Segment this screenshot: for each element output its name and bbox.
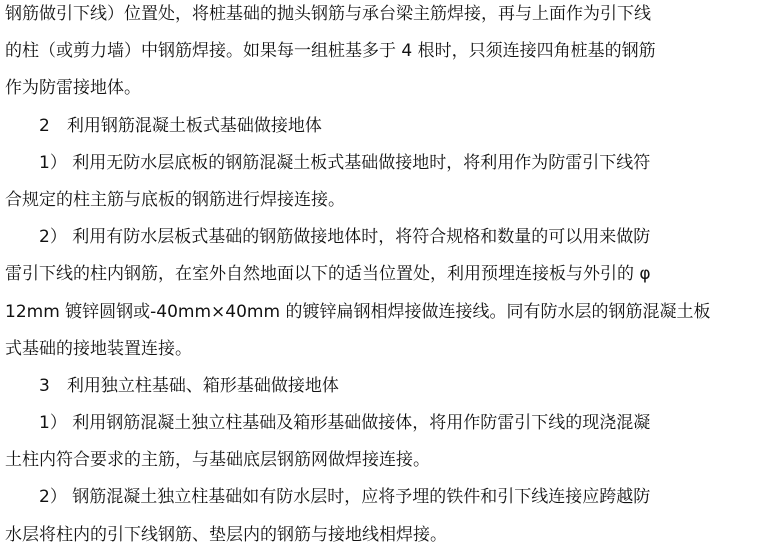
paragraph-line: 水层将柱内的引下线钢筋、垫层内的钢筋与接地线相焊接。 [5,524,447,545]
paragraph-line: 2） 利用有防水层板式基础的钢筋做接地体时，将符合规格和数量的可以用来做防 [39,227,651,248]
paragraph-line: 土柱内符合要求的主筋，与基础底层钢筋网做焊接连接。 [5,450,430,471]
paragraph-line: 合规定的柱主筋与底板的钢筋进行焊接连接。 [5,189,345,210]
paragraph-line: 式基础的接地装置连接。 [5,338,192,359]
section-heading: 3 利用独立柱基础、箱形基础做接地体 [39,375,339,396]
paragraph-line: 12mm 镀锌圆钢或-40mm×40mm 的镀锌扁钢相焊接做连接线。同有防水层的钢筋混凝土板 [5,301,711,322]
paragraph-line: 作为防雷接地体。 [5,78,141,99]
section-heading: 2 利用钢筋混凝土板式基础做接地体 [39,115,322,136]
paragraph-line: 雷引下线的柱内钢筋，在室外自然地面以下的适当位置处，利用预埋连接板与外引的 φ [5,264,651,285]
paragraph-line: 钢筋做引下线）位置处，将桩基础的抛头钢筋与承台梁主筋焊接，再与上面作为引下线 [5,4,651,24]
paragraph-line: 1） 利用无防水层底板的钢筋混凝土板式基础做接地时，将利用作为防雷引下线符 [39,152,651,173]
paragraph-line: 1） 利用钢筋混凝土独立柱基础及箱形基础做接体，将用作防雷引下线的现浇混凝 [39,413,651,434]
paragraph-line: 的柱（或剪力墙）中钢筋焊接。如果每一组桩基多于 4 根时，只须连接四角桩基的钢筋 [5,41,656,62]
paragraph-line: 2） 钢筋混凝土独立柱基础如有防水层时，应将予埋的铁件和引下线连接应跨越防 [39,487,651,508]
